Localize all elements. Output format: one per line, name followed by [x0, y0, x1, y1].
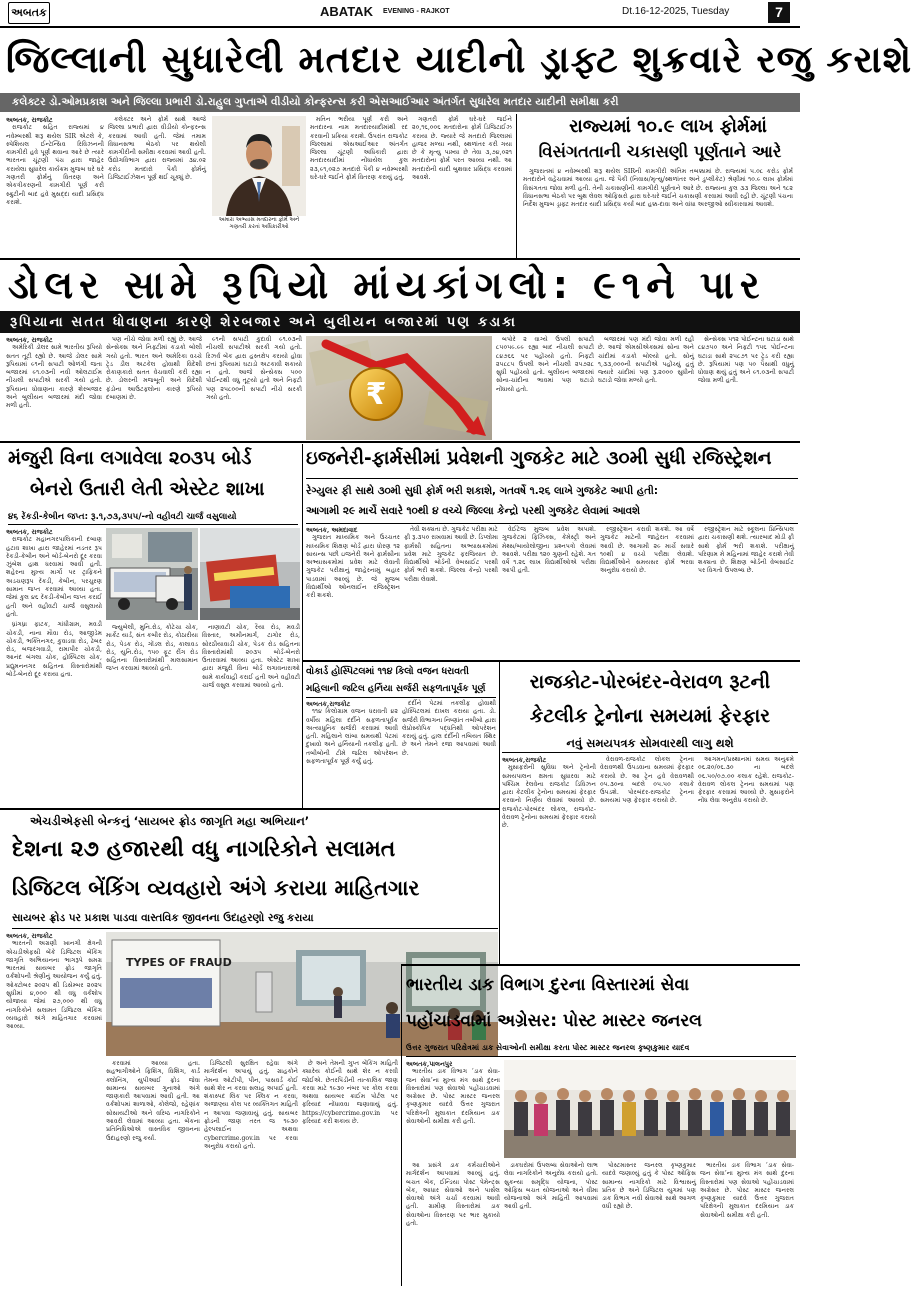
slide-text: TYPES OF FRAUD: [126, 956, 232, 969]
story1-text-2: કલેક્ટર અને ફોર્મ સાથે આજે જિલ્લા પ્રભારી દ્વારા વીડીયો કોન્ફરન્સ કરવામાં આવી હતી. જેમાં તમામ વિધાનસભા બેઠકો પર થયેલી કામગીરીની સમીક્ષા કરવામાં આવી હતી. ઉદ્યોગવિભાગ દ્વારા રાજ્યમાં ૩૪.૦૨ કરોડ મતદારો પૈકી ફોર્મનું ડિજિટાઈઝેશન પૂર્ણ થઈ ચૂક્યું છે.: [108, 116, 206, 182]
story6-right-rule: [499, 662, 500, 808]
story7-text-2: વેરાવળ-રાજકોટ લોકલ ટ્રેનના વેરાવળથી ઉપડવાના સમયમાં ફેરફાર કરાયો છે. આ ટ્રેન હવે વેરાવળથી ૦૫.૩૦ના બદલે ૦૫.૫૦ કલાકે ઉપડશે. પોરબંદર-રાજકોટ ટ્રેનના સમયમાં પણ ફેરફાર કરાયો છે.: [600, 756, 694, 805]
story5-text-3: વેઈટેજ મુજબ પ્રવેશ અપાશે. ગુજકેટમાં ફિઝિક્સ, કેમેસ્ટ્રી અને મેથ્સ/બાયોલોજીના પ્રશ્નપત્રો લેવામાં આવશે. પરીક્ષા ૧૨૦ ગુણની રહેશે. ગત વર્ષે ૧.૨૬ લાખ વિદ્યાર્થીઓએ પરીક્ષા આપી હતી.: [502, 526, 596, 575]
story5-subhead-1: રેગ્યુલર ફી સાથે ૩૦મી સુધી ફોર્મ ભરી શકાશે, ગતવર્ષે ૧.૨૬ લાખે ગુજકેટ આપી હતી:: [306, 485, 658, 497]
story7-left-rule: [499, 808, 500, 964]
story8-text-3: ડિજિટલી સુરક્ષિત રહેવા અંગે માર્ગદર્શન અપાયું હતું. ગ્રાહકોને તેમના ઓટીપી, પીન, પાસવર્ડ કોઈ સાથે શેર ન કરવા સલાહ અપાઈ હતી. શંકાસ્પદ લિંક પર ક્લિક ન કરવા, અજાણ્યા કોલ પર વ્યક્તિગત માહિતી ન આપવા જણાવાયું હતું. સાયબર ફ્રોડની જાણ તરત જ ૧૯૩૦ હેલ્પલાઈન અથવા cybercrime.gov.in પર કરવા અનુરોધ કરાયો હતો.: [204, 1060, 298, 1150]
story7-text-1: મુસાફરોની સુવિધા અને ટ્રેનોની સમયપાલન ક્ષમતા સુધારવા માટે પશ્ચિમ રેલવેના રાજકોટ ડિવિઝન દ્વારા કેટલીક ટ્રેનોના સમયમાં ફેરફાર કરવાનો નિર્ણય લેવામાં આવ્યો છે. રાજકોટ-પોરબંદર લોકલ, રાજકોટ-વેરાવળ ટ્રેનોના સમયમાં ફેરફાર કરાયો છે.: [502, 764, 596, 830]
story4-photo-2: [200, 528, 300, 620]
story1-headline: જિલ્લાની સુધારેલી મતદાર યાદીનો ડ્રાફ્ટ શુક્રવારે રજુ કરાશે: [6, 38, 912, 81]
story5-subhead-box: [306, 478, 798, 524]
story3-text-2: પણ નીચે જોવા મળી રહ્યું છે. આજે સેન્સેક્સ અને નિફ્ટીમાં કડાકો બોલી ગયો હતો. ભારત અને અમેરિકા વચ્ચે ટ્રેડ ડીલ અટકેલ હોવાથી વિદેશી રોકાણકારો સતત વેચવાલી કરી રહ્યા છે. ડોલરની મજબૂતી અને વિદેશી ફંડોના આઉટફ્લોના કારણે રૂપિયો દબાણમાં છે.: [106, 336, 202, 402]
story5-col3: [502, 526, 596, 658]
story9-subhead: ઉત્તર ગુજરાત પરિક્ષેત્રમાં ડાક સેવાઓની સમીક્ષા કરતા પોસ્ટ માસ્ટર જનરલ કૃષ્ણકુમાર યાદવ: [406, 1040, 796, 1057]
story2-text: ગુજરાતમાં ૪ નવેમ્બરથી શરૂ થયેલ SIRની કામગીરી અંતિમ તબક્કામાં છે. રાજ્યમાં ૫.૦૮ કરોડ ફોર્મ મતદારોને વહેંચવામાં આવ્યા હતા. જે પૈકી (નિવાસ/મૃત્યુ/સ્થળાંતર અને ડુપ્લીકેટ) શ્રેણીમાં ૧૦.૯ લાખ ફોર્મમાં વિસંગતતા જોવા મળી હતી. તેની ચકાસણીની કામગીરી પૂર્ણતાને આરે છે. રાજ્યના કુલ ૩૩ જિલ્લા અને ૧૮૨ વિધાનસભા બેઠકો પર બુથ લેવલ ઓફિસરો દ્વારા ઘરે-ઘરે જઈને ચકાસણી કરવામાં આવી રહી છે. ચૂંટણી પંચના નિર્દેશ મુજબ ડ્રાફ્ટ મતદાર યાદી પ્રસિદ્ધ કર્યા બાદ હક્ક-દાવા અને વાંધા અરજીઓ સ્વીકારવામાં આવશે.: [523, 168, 793, 209]
story1-subhead: કલેક્ટર ડો.ઓમપ્રકાશ અને જિલ્લા પ્રભારી ડો.રાહુલ ગુપ્તાએ વીડીયો કોન્ફરન્સ કરી એસઆઈઆર અંતર્ગત સુધારેલ મતદાર યાદીની સમીક્ષા કરી: [0, 93, 800, 112]
story8-headline-1: દેશના ૨૭ હજારથી વધુ નાગરિકોને સલામત: [12, 837, 396, 862]
story5-col5: [698, 526, 794, 658]
story4-text-4: ધ્રાંગધ્રા ફાટક, ગાંધીગ્રામ, મવડી ચોકડી, નાના મૌવા રોડ, આજીડેમ ચોકડી, ભક્તિનગર, કુવાડવા રોડ, ઢેબર રોડ, બજરંગવાડી, રામાપીર ચોકડી, આનંદ બંગલા ચોક, હોસ્પિટલ ચોક, પ્રદ્યુમનનગર સહિતના વિસ્તારોમાંથી બોર્ડ-બેનરો દૂર કરાયા હતા.: [6, 621, 102, 679]
story8-headline-2: ડિજિટલ બેંકિંગ વ્યવહારો અંગે કરાયા માહિતગાર: [12, 876, 420, 900]
story8-text-4: છે અને તેમની ગુપ્ત બેંકિંગ માહિતી ક્યારેય કોઈની સાથે શેર ન કરવી જોઈએ. છેતરપિંડીની તાત્કાલિક જાણ કરવા માટે ૧૯૩૦ નંબર પર કોલ કરવા અથવા સાયબર ક્રાઈમ પોર્ટલ પર ફરિયાદ નોંધાવવા જણાવાયું હતું. https://cybercrime.gov.in પર ફરિયાદ કરી શકાય છે.: [302, 1060, 398, 1126]
story3-rupee-graphic: [306, 336, 492, 440]
story7-col1: [502, 756, 596, 962]
story9-meeting-photo: [504, 1060, 796, 1158]
edition-label: EVENING - RAJKOT: [383, 8, 450, 15]
story5-headline: ઇજનેરી-ફાર્મસીમાં પ્રવેશની ગુજકેટ માટે ૩૦મી સુધી રજિસ્ટ્રેશન: [306, 448, 772, 469]
story9-col3: [504, 1162, 598, 1284]
story4-dateline: અબતક, રાજકોટ: [6, 528, 53, 536]
story1-text-3: મતિન ભરીયા પૂર્ણ કરી અને મતદારના નામ મતદારયાદીમાંથી રદ કરવાની પ્રક્રિયા કરાશે. ઉપરાંત રાજકોટ જિલ્લામાં એસઆઈઆર અંતર્ગત જિલ્લા ચૂંટણી અધિકારી દ્વારા મતદારયાદીમાં નોંધાયેલ કુલ ૨૩,૯૧,૦૨૭ મતદારો પૈકી ૪ નવેમ્બરથી ઘરે-ઘરે જઈને ફોર્મ વિતરણ કરાયું હતું.: [310, 116, 408, 182]
story9-top-rule: [402, 964, 800, 966]
story8-top-rule: [0, 808, 500, 810]
story7-dateline: અબતક,રાજકોટ: [502, 756, 547, 764]
story4-subhead: ૪૬ રેંકડી-કેબીન જપ્ત: રૂ.૧,૭૩,૩૫૫/-નો વહીવટી ચાર્જ વસુલાયો: [8, 510, 298, 525]
story1-dateline: અબતક, રાજકોટ: [6, 116, 53, 124]
story5-dateline: અબતક, અમદાવાદ: [306, 526, 358, 534]
story3-dateline: અબતક, રાજકોટ: [6, 336, 53, 344]
story4-text-3: નાણાવટી ચોક, રૈયા રોડ, મવડી વિસ્તાર, અમીનમાર્ગ, ટાગોર રોડ, સોરઠીયાવાડી ચોક, પેડક રોડ સહિતના વિસ્તારોમાંથી ૨૦૩૫ બોર્ડ-બેનરો ઉતારવામાં આવ્યા હતા. એસ્ટેટ શાખા દ્વારા મંજુરી વિના બોર્ડ લગાવનારાઓ સામે કાર્યવાહી કરાઈ હતી અને વહીવટી ચાર્જ વસુલ કરવામાં આવ્યો હતો.: [202, 624, 300, 690]
story3-col3: [206, 336, 302, 440]
story5-bottom-rule: [303, 660, 800, 662]
story6-text-2: દર્દીને પેટમાં તકલીફ હોવાથી હોસ્પિટલમાં દાખલ કરાયા હતા. ડો. સર્જરી વિભાગના નિષ્ણાંત તબીબો દ્વારા લેપ્રોસ્કોપિક પદ્ધતિથી ઓપરેશન કરાયું હતું. હાલ દર્દીની તબિયત સ્થિર છે અને તેમને રજા આપવામાં આવી છે.: [402, 700, 496, 757]
story3-headline: ડોલર સામે રૂપિયો માંયકાંગલો: ૯૧ને પાર: [8, 263, 766, 307]
story9-text-1: ભારતીય ડાક વિભાગ ‘ડાક સેવા-જન સેવા’ના મુખ્ય મંત્ર સાથે દુરના વિસ્તારોમાં પણ સેવાઓ પહોંચાડવામાં અગ્રેસર છે. પોસ્ટ માસ્ટર જનરલ કૃષ્ણકુમાર યાદવે ઉત્તર ગુજરાત પરિક્ષેત્રની મુલાકાત દરમિયાન ડાક સેવાઓની સમીક્ષા કરી હતી.: [406, 1068, 500, 1126]
postal-officials-image: [504, 1060, 796, 1158]
story3-col5: [598, 336, 694, 440]
story1-col3: [310, 116, 408, 256]
story8-dateline: અબતક, રાજકોટ: [6, 932, 53, 940]
story9-text-4: પોસ્ટમાસ્તર જનરલ કૃષ્ણકુમાર યાદવે જણાવ્યું હતું કે પોસ્ટ ઓફિસ સામાન્ય નાગરિકો માટે વિશ્વાસનું પ્રતિક છે અને ડિજિટલ યુગમાં પણ ડાક વિભાગ નવી સેવાઓ સાથે આગળ વધી રહ્યો છે.: [602, 1162, 696, 1211]
estate-truck-image: [106, 528, 198, 620]
masthead: [0, 0, 800, 26]
story5-text-4: રજીસ્ટ્રેશન કરાવી શકશે. આ વર્ષે ગુજકેટ માટેની જાહેરાત કરવામાં આવી છે. આગામી ૨૯ માર્ચે સવારે ૧૦થી ૪ વચ્ચે પરીક્ષા લેવાશે. વિદ્યાર્થીઓને સમયસર ફોર્મ ભરવા અનુરોધ કરાયો છે.: [600, 526, 694, 575]
story9-text-3: ડાકઘરોમાં ઉપલબ્ધ સેવાઓનો લાભ લેવા નાગરિકોને અનુરોધ કરાયો હતો. સુકન્યા સમૃદ્ધિ યોજના, પોસ્ટ ઓફિસ બચત યોજનાઓ અને વીમા યોજનાઓ અંગે માહિતી આપવામાં આવી હતી.: [504, 1162, 598, 1211]
falling-rupee-icon: [306, 336, 492, 440]
story7-headline-1: રાજકોટ-પોરબંદર-વેરાવળ રૂટની: [529, 671, 771, 693]
story8-right-rule: [401, 964, 402, 1286]
story8-col2: [106, 1060, 200, 1284]
story9-text-5: ભારતીય ડાક વિભાગ ‘ડાક સેવા-જન સેવા’ના મુખ્ય મંત્ર સાથે દુરના વિસ્તારોમાં પણ સેવાઓ પહોંચાડવામાં અગ્રેસર છે. પોસ્ટ માસ્ટર જનરલ કૃષ્ણકુમાર યાદવે ઉત્તર ગુજરાત પરિક્ષેત્રની મુલાકાત દરમિયાન ડાક સેવાઓની સમીક્ષા કરી હતી.: [700, 1162, 794, 1219]
story9-headline-1: ભારતીય ડાક વિભાગ દુરના વિસ્તારમાં સેવા: [406, 975, 690, 995]
story3-col1: [6, 336, 102, 440]
story1-text-4: ગણતરી ફોર્મ ઘરે-ઘરે જઈને ૨૦,૧૬,૦૦૬ મતદારોના ફોર્મ ડિજિટાઈઝ કરાયા છે. જ્યારે જે મતદારો જિલ્લામાં હાજર મળ્યા નથી, સ્થળાંતર કરી ગયા છે કે મૃત્યુ પામ્યા છે તેવા ૩,૭૪,૦૨૧ મતદારોના ફોર્મ પરત આવ્યા નથી. આ મતદારોની યાદી બુથવાર પ્રસિદ્ધ કરવામાં આવશે.: [412, 116, 512, 182]
story5-text-5: રજીસ્ટ્રેશન માટે સ્કૂલના પ્રિન્સિપાલ દ્વારા ચકાસણી થશે. ત્યારબાદ મોડી ફી સાથે ફોર્મ ભરી શકાશે. પરીક્ષાનું પરિણામ મે મહિનામાં જાહેર કરાશે તેવી શક્યતા છે. શિક્ષણ બોર્ડની વેબસાઈટ પર વિગતો ઉપલબ્ધ છે.: [698, 526, 794, 575]
story4-photo: [106, 528, 198, 620]
story4-text-2: જ્યુબેલી, મુનિ.રોડ, કોટેચા ચોક, માર્કેટ યાર્ડ, સંત કબીર રોડ, કોઠારીયા રોડ, પેડક રોડ, ગોંડલ રોડ, કાલાવડ રોડ, યુનિ.રોડ, ૧૫૦ ફૂટ રીંગ રોડ સહિતના વિસ્તારોમાંથી માલસામાન જપ્ત કરવામાં આવ્યો હતો.: [106, 624, 198, 673]
story5-col2: [404, 526, 498, 658]
story5-subhead-2: આગામી ૨૯ માર્ચે સવારે ૧૦થી ૪ વચ્ચે જિલ્લા કેન્દ્રો પરથી ગુજકેટ લેવામાં આવશે: [306, 505, 640, 517]
story7-text-3: આગમન/પ્રસ્થાનમાં સમય અનુક્રમે ૦૬.૨૦/૦૬.૩૦ ના બદલે ૦૬.૫૦/૦૭.૦૦ કલાક રહેશે. રાજકોટ-વેરાવળ લોકલ ટ્રેનના સમયમાં પણ ફેરફાર કરવામાં આવ્યો છે. મુસાફરોને નોંધ લેવા અનુરોધ કરાયો છે.: [698, 756, 794, 805]
story5-text-1: ગુજરાત માધ્યમિક અને ઉચ્ચતર માધ્યમિક શિક્ષણ બોર્ડ દ્વારા ધોરણ ૧૨ સાયન્સ પછી ઇજનેરી અને ફાર્મસીના અભ્યાસક્રમોમાં પ્રવેશ માટે લેવાતી ગુજકેટ પરીક્ષાનું જાહેરનામું બહાર પાડવામાં આવ્યું છે. જે મુજબ વિદ્યાર્થીઓ ઓનલાઈન રજિસ્ટ્રેશન કરી શકશે.: [306, 534, 400, 600]
story3-text-6: સેન્સેક્સ ૫૧૨ પોઈન્ટના ઘટાડા સાથે ૮૪૭૫૦ અને નિફ્ટી ૧૫૬ પોઈન્ટના ઘટાડા સાથે ૨૫૮૭૧ પર ટ્રેડ કરી રહ્યા છે. રૂપિયામાં પણ ૫૦ પૈસાથી વધુનું ધોવાણ થયું હતું અને ૯૧.૦૩ની સપાટી જોવા મળી હતી.: [698, 336, 794, 385]
paper-name: ABATAK: [320, 4, 373, 19]
story3-text-5: બજારમાં પણ મંદી જોવા મળી રહી છે. આજે એમસીએક્સમાં સોના અને ચાંદીમાં કડાકો બોલ્યો હતો. સોનું ૧,૩૩,૦૦૦ની સપાટીએ પહોંચ્યું હતું જ્યારે ચાંદીમાં પણ રૂ.૨૦૦૦ સુધીનો ઘટાડો જોવા મળ્યો હતો.: [598, 336, 694, 385]
story4-headline-2: બેનરો ઉતારી લેતી એસ્ટેટ શાખા: [30, 479, 265, 500]
story9-dateline: અબતક,પાલનપુર: [406, 1060, 453, 1068]
story9-col2: [406, 1162, 500, 1284]
story7-col3: [698, 756, 794, 962]
story5-text-2: તેવી શક્યતા છે. ગુજકેટ પરીક્ષા માટે ફી રૂ.૩૫૦ રાખવામાં આવી છે. ડિપ્લોમા ફાર્મસી સહિતના અભ્યાસક્રમોમાં પ્રવેશ માટે ગુજકેટ ફરજિયાત છે. વિદ્યાર્થીઓ બોર્ડની વેબસાઈટ પરથી ફોર્મ ભરી શકશે. જિલ્લા કેન્દ્રો પરથી પરીક્ષા લેવાશે.: [404, 526, 498, 583]
story2-headline-1: રાજ્યમાં ૧૦.૯ લાખ ફોર્મમાં: [569, 116, 767, 137]
story6-headline-2: મહિલાની જટિલ હર્નિયા સર્જરી સફળતાપૂર્વક પૂર્ણ: [306, 681, 496, 698]
story5-col1: [306, 526, 400, 658]
story6-headline-1: વોકાર્ડ હોસ્પિટલમાં ૧૧૪ કિલો વજન ધરાવતી: [306, 666, 469, 677]
story4-col1: [6, 528, 102, 808]
story9-col4: [602, 1162, 696, 1284]
story3-col6: [698, 336, 794, 440]
official-portrait: [212, 116, 306, 216]
story8-col3: [204, 1060, 298, 1284]
story3-text-1: અમેરિકી ડોલર સામે ભારતીય રૂપિયો સતત તૂટી રહ્યો છે. આજે ડોલર સામે રૂપિયામાં ૯૧ની સપાટી ઓળંગી જતા બજારમાં ૯૧.૦૩ની નવી ઓલટાઈમ નીચલી સપાટીએ સરકી ગયો હતો. રૂપિયાના ધોવાણના કારણે શેરબજાર અને બુલીયન બજારમાં મંદી જોવા મળી હતી.: [6, 344, 102, 410]
removed-banners-image: [200, 528, 300, 620]
story8-kicker: એચડીએફસી બેન્કનું ‘સાયબર ફ્રોડ જાગૃતિ મહા અભિયાન’: [30, 814, 310, 828]
story9-text-2: આ પ્રસંગે ડાક કર્મચારીઓને માર્ગદર્શન આપવામાં આવ્યું હતું. બચત બેંક, ઈન્ડિયા પોસ્ટ પેમેન્ટ્સ બેંક, આધાર સેવાઓ અને પાર્સલ સેવાઓ અંગે ચર્ચા કરવામાં આવી હતી. ગ્રામીણ વિસ્તારોમાં ડાક સેવાઓના વિસ્તરણ પર ભાર મુકાયો હતો.: [406, 1162, 500, 1228]
story4-right-rule: [302, 444, 303, 810]
story7-col2: [600, 756, 694, 962]
story3-col4: [496, 336, 594, 440]
story6-dateline: અબતક,રાજકોટ: [306, 700, 351, 708]
story6-col2: [402, 700, 496, 808]
story5-col4: [600, 526, 694, 658]
story1-text-1: રાજકોટ સહિત રાજ્યમાં ૪ નવેમ્બરથી શરૂ થયેલ SIR એટલે કે, સ્પેશિયલ ઈન્ટેન્સિવ રિવિઝનની કામગીરી હવે પૂર્ણ થવાના આરે છે ત્યારે ભારતના ચૂંટણી પંચ દ્વારા જાહેર કરાયેલા સુધારેલ કાર્યક્રમ મુજબ ઘરે ઘરે ગણતરી ફોર્મનું વિતરણ અને એકત્રીકરણની કામગીરી પૂર્ણ કરી સ્ક્રુટીની બાદ હવે મુસદ્દા યાદી પ્રસિદ્ધ કરાશે.: [6, 124, 104, 206]
story6-text-1: ૧૧૪ કિલોગ્રામ વજન ધરાવતી ૪૨ વર્ષીય મહિલા દર્દીને સફળતાપૂર્વક અત્યાધુનિક સર્જરી કરવામાં આવી હતી. મહિલાને લાંબા સમયથી પેટમાં દુખાવો અને હર્નિયાની તકલીફ હતી. તબીબોની ટીમે જટિલ ઓપરેશન સફળતાપૂર્વક પૂર્ણ કર્યું હતું.: [306, 708, 398, 766]
issue-date: Dt.16-12-2025, Tuesday: [622, 6, 730, 17]
story1-col2: [108, 116, 206, 256]
story9-col1: [406, 1060, 500, 1158]
story9-col5: [700, 1162, 794, 1284]
story8-subhead: સાયબર ફ્રોડ પર પ્રકાશ પાડવા વાસ્તવિક જીવનના ઉદાહરણો રજુ કરાયા: [12, 908, 498, 929]
story4-headline-1: મંજુરી વિના લગાવેલા ૨૦૩૫ બોર્ડ: [8, 448, 252, 469]
svg-text:₹: ₹: [365, 377, 387, 412]
story4-text-1: રાજકોટ મહાનગરપાલિકાની દબાણ હટાવ શાખા દ્વારા જાહેરમાં નડતર રૂપ રેંકડી-કેબીન અને બોર્ડ-બેનરો દૂર કરવા ઝુંબેશ હાથ ધરવામાં આવી હતી. શહેરના મુખ્ય માર્ગો પર ટ્રાફિકને અડચણરૂપ રેંકડી, કેબીન, પરચુરણ સામાન જપ્ત કરવામાં આવ્યા હતા. જેમાં કુલ ૪૬ રેંકડી-કેબીન જપ્ત કરાઈ હતી અને વહીવટી ચાર્જ વસુલાયો હતો.: [6, 536, 102, 618]
story7-subhead: નવું સમયપત્રક સોમવારથી લાગુ થશે: [502, 734, 798, 753]
story9-headline-2: પહોંચાડવામાં અગ્રેસર: પોસ્ટ માસ્ટર જનરલ: [406, 1011, 703, 1031]
story7-headline-2: કેટલીક ટ્રેનોના સમયમાં ફેરફાર: [529, 705, 771, 727]
story4-col3: [202, 624, 300, 808]
story2-body: [523, 168, 793, 256]
story3-subhead: રૂપિયાના સતત ધોવાણના કારણે શેરબજાર અને બુલીયન બજારમાં પણ કડાકા: [0, 311, 800, 333]
masthead-rule: [0, 26, 800, 28]
story2-box: [516, 114, 799, 258]
masthead-logo: અબતક: [8, 2, 50, 24]
story8-col4: [302, 1060, 398, 1284]
story3-col2: [106, 336, 202, 440]
story8-text-2: કરવામાં આવ્યા હતા. સહભાગીઓને ફિશિંગ, વિશિંગ, કાર્ડ ક્લોનિંગ, યુપીઆઈ ફ્રોડ જેવા સામાન્ય સાયબર ગુનાઓ અંગે જાણકારી આપવામાં આવી હતી. આ વર્કશોપમાં શાળાઓ, કોલેજો, રહેણાંક સોસાયટીઓ અને વરિષ્ઠ નાગરિકોને આવરી લેવામાં આવ્યા હતા. બેંકના પ્રતિનિધિઓએ વાસ્તવિક જીવનના ઉદાહરણો રજુ કર્યા.: [106, 1060, 200, 1142]
page-number: 7: [768, 2, 790, 23]
story1-photo: [212, 116, 306, 216]
story1-col4: [412, 116, 512, 256]
story6-col1: [306, 700, 398, 808]
story1-col1: [6, 116, 104, 256]
story8-col1: [6, 932, 102, 1284]
story8-text-1: ભારતની અગ્રણી ખાનગી ક્ષેત્રની એચડીએફસી બેંકે ડિજિટલ બેંકિંગ જાગૃતિ અભિયાનના ભાગરૂપે સમગ્ર ભારતમાં સાયબર ફ્રોડ જાગૃતિ વર્કશોપની શ્રેણીનું આયોજન કર્યું હતું. ઓક્ટોબર ૨૦૨૫ થી ડિસેમ્બર ૨૦૨૫ સુધીમાં ૪,૦૦૦ થી વધુ વર્કશોપ યોજાયા જેમાં ૨૭,૦૦૦ થી વધુ નાગરિકોને સલામત ડિજિટલ બેંકિંગ વ્યવહારો અંગે માહિતગાર કરવામાં આવ્યા.: [6, 940, 102, 1031]
story3-text-4: બપોરે ૨ વાગ્યે ઉપલી સપાટી ૮૫૦૫૯.૯૯ રહ્યા બાદ નીચલી સપાટી ૮૪૭૬૬ પર પહોંચ્યો હતો. નિફ્ટી ૨૫૮૮૫ ઉપલી અને નીચલી ૨૫૭૨૮ સુધી પહોંચ્યો હતો. બુલીયન બજારમાં સોના-ચાંદીના ભાવમાં પણ ઘટાડો નોંધાયો હતો.: [496, 336, 594, 393]
story4-col2: [106, 624, 198, 808]
story3-text-3: ૯૧ની સપાટી કુદાવી ૯૧.૦૩ની નીચલી સપાટીએ સરકી ગયો હતો. રિઝર્વ બેંક દ્વારા હસ્તક્ષેપ કરાયો હોવા છતાં રૂપિયામાં ઘટાડો અટકાવી શકાયો ન હતો. આજે સેન્સેક્સ ૫૦૦ પોઈન્ટથી વધુ તૂટ્યો હતો અને નિફ્ટી પણ ૨૫૮૦૦ની સપાટી નીચે સરકી ગયો હતો.: [206, 336, 302, 402]
story1-photo-caption: અમારા અભ્યાસ મતદારના ફોર્મ અને ગણતરી કરતાં અધિકારીઓ: [218, 217, 300, 230]
story2-headline-2: વિસંગતતાની ચકાસણી પૂર્ણતાને આરે: [538, 142, 782, 161]
